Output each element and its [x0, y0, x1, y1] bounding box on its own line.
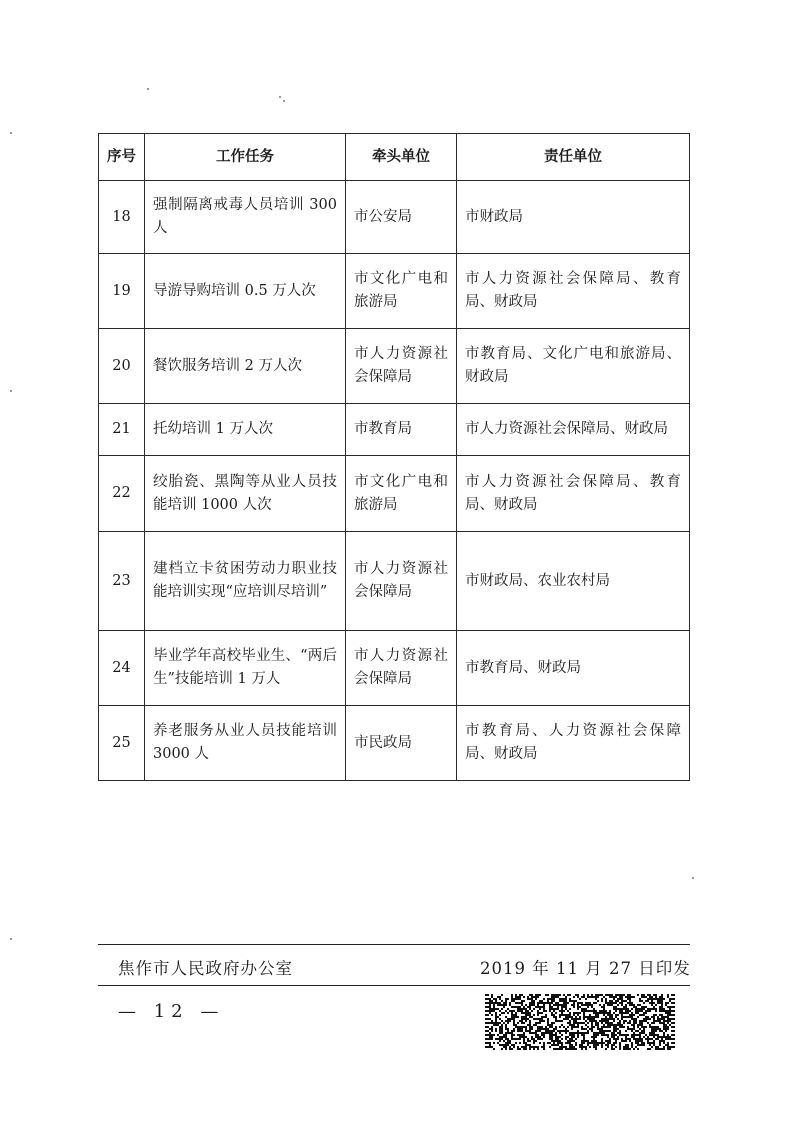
footer-top-rule: [98, 944, 690, 945]
cell-lead-unit: 市人力资源社会保障局: [346, 329, 457, 404]
cell-serial-number: 20: [99, 329, 145, 404]
cell-serial-number: 22: [99, 456, 145, 532]
cell-serial-number: 21: [99, 404, 145, 456]
cell-responsible-unit: 市人力资源社会保障局、教育局、财政局: [457, 456, 690, 532]
cell-work-task: 绞胎瓷、黑陶等从业人员技能培训 1000 人次: [145, 456, 346, 532]
header-responsible-unit: 责任单位: [457, 134, 690, 181]
cell-lead-unit: 市民政局: [346, 706, 457, 781]
cell-work-task: 毕业学年高校毕业生、“两后生”技能培训 1 万人: [145, 631, 346, 706]
footer-bottom-rule: [98, 985, 690, 986]
cell-serial-number: 24: [99, 631, 145, 706]
issuer-name: 焦作市人民政府办公室: [118, 959, 293, 978]
scan-speck: [10, 390, 12, 392]
cell-lead-unit: 市人力资源社会保障局: [346, 631, 457, 706]
scan-speck: [692, 877, 694, 879]
table-header-row: [99, 134, 690, 181]
page-number: — 12 —: [118, 1001, 225, 1022]
cell-work-task: 餐饮服务培训 2 万人次: [145, 329, 346, 404]
cell-responsible-unit: 市财政局、农业农村局: [457, 532, 690, 631]
issue-date: 2019 年 11 月 27 日印发: [480, 959, 691, 978]
table-row: [99, 631, 690, 706]
cell-responsible-unit: 市教育局、人力资源社会保障局、财政局: [457, 706, 690, 781]
cell-lead-unit: 市教育局: [346, 404, 457, 456]
cell-work-task: 托幼培训 1 万人次: [145, 404, 346, 456]
cell-responsible-unit: 市人力资源社会保障局、财政局: [457, 404, 690, 456]
cell-work-task: 导游导购培训 0.5 万人次: [145, 254, 346, 329]
table-row: [99, 329, 690, 404]
scan-speck: [10, 132, 12, 134]
header-lead-unit: 牵头单位: [346, 134, 457, 181]
cell-lead-unit: 市文化广电和旅游局: [346, 254, 457, 329]
barcode-icon: [485, 994, 675, 1050]
cell-responsible-unit: 市人力资源社会保障局、教育局、财政局: [457, 254, 690, 329]
table-row: [99, 181, 690, 254]
table-row: [99, 254, 690, 329]
cell-serial-number: 25: [99, 706, 145, 781]
cell-serial-number: 23: [99, 532, 145, 631]
scan-speck: [147, 88, 149, 90]
cell-serial-number: 19: [99, 254, 145, 329]
cell-serial-number: 18: [99, 181, 145, 254]
cell-work-task: 强制隔离戒毒人员培训 300 人: [145, 181, 346, 254]
cell-work-task: 建档立卡贫困劳动力职业技能培训实现“应培训尽培训”: [145, 532, 346, 631]
table-row: [99, 404, 690, 456]
scan-speck: [283, 100, 285, 102]
cell-responsible-unit: 市教育局、文化广电和旅游局、财政局: [457, 329, 690, 404]
table-row: [99, 456, 690, 532]
header-work-task: 工作任务: [145, 134, 346, 181]
scan-speck: [279, 96, 281, 98]
cell-work-task: 养老服务从业人员技能培训 3000 人: [145, 706, 346, 781]
table-row: [99, 532, 690, 631]
scan-speck: [10, 938, 12, 940]
cell-lead-unit: 市文化广电和旅游局: [346, 456, 457, 532]
task-table: [98, 133, 690, 781]
cell-lead-unit: 市公安局: [346, 181, 457, 254]
cell-responsible-unit: 市财政局: [457, 181, 690, 254]
cell-lead-unit: 市人力资源社会保障局: [346, 532, 457, 631]
table-row: [99, 706, 690, 781]
cell-responsible-unit: 市教育局、财政局: [457, 631, 690, 706]
header-serial-number: 序号: [99, 134, 145, 181]
